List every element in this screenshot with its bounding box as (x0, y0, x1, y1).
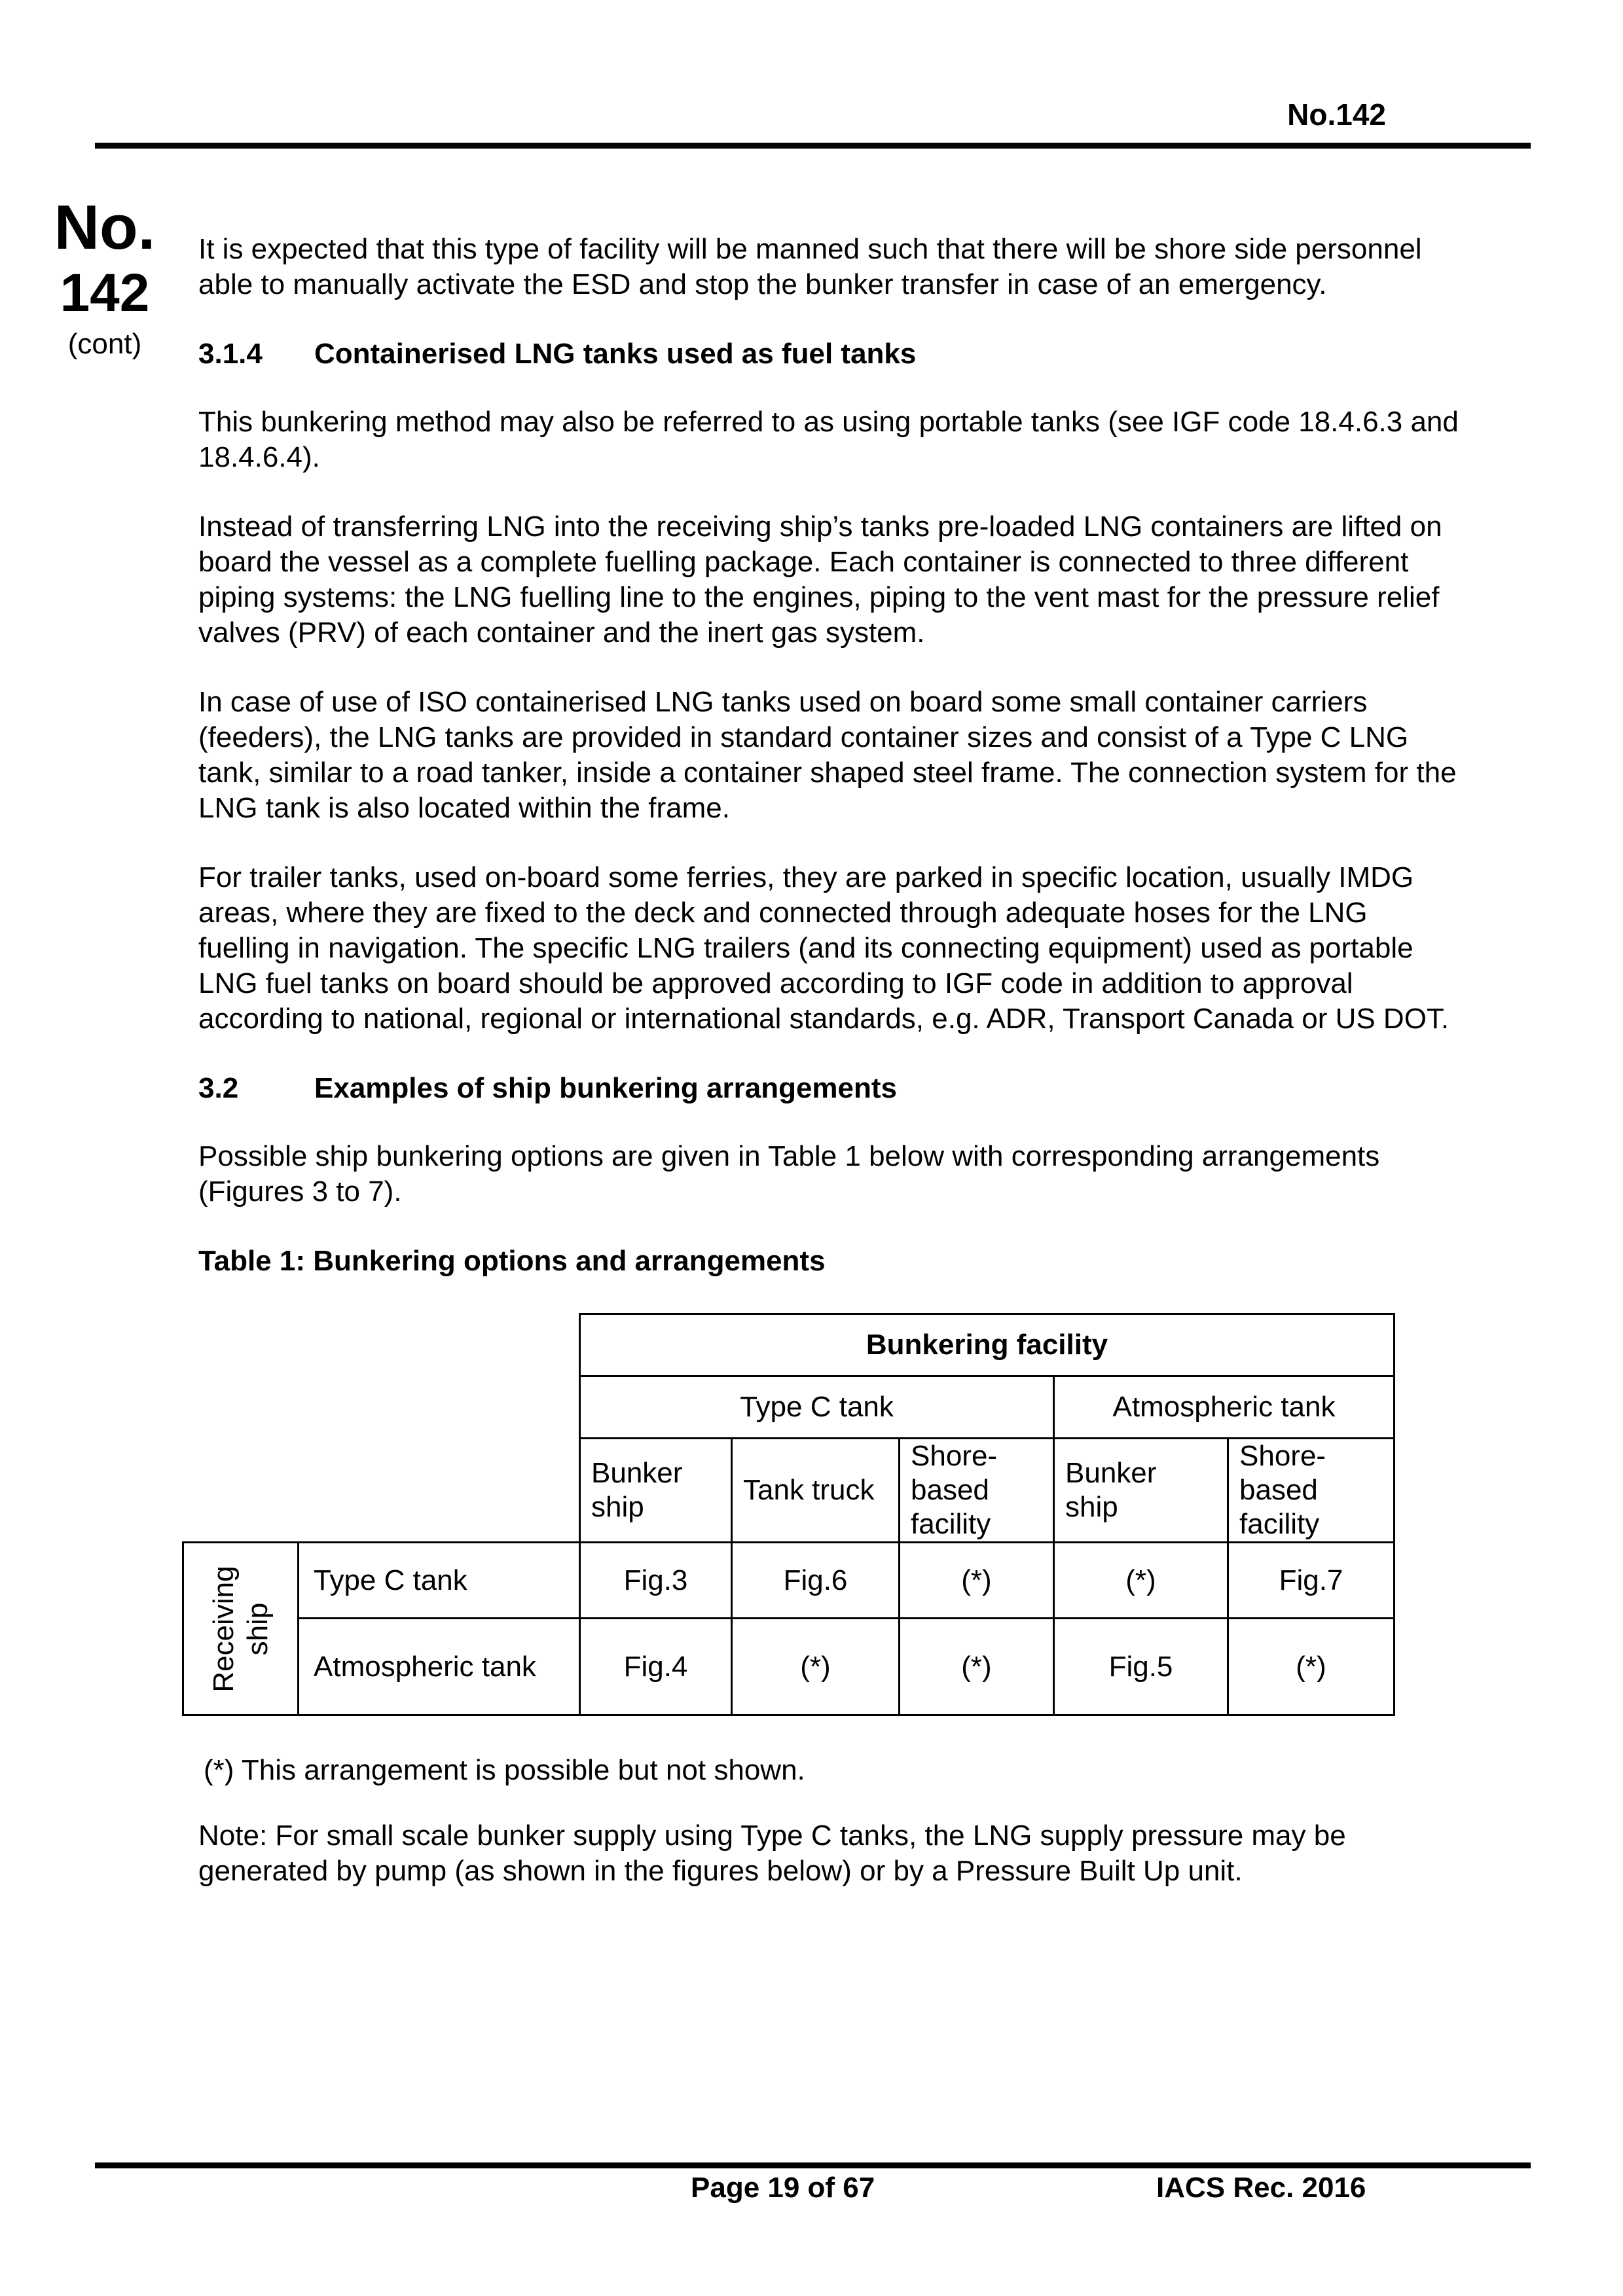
bunkering-table (182, 1313, 1395, 1716)
table-footnote: (*) This arrangement is possible but not shown. (204, 1754, 805, 1786)
table-corner (183, 1314, 580, 1543)
row-label-type-c: Type C tank (299, 1543, 580, 1619)
paragraph-esd: It is expected that this type of facility will be manned such that there will be shore side personnel able to manually activate the ESD and stop the bunker transfer in case of an emergency. (198, 233, 1422, 300)
header-doc-number: No.142 (1287, 98, 1386, 132)
footer-iacs-rec: IACS Rec. 2016 (1156, 2172, 1366, 2204)
table-cell: (*) (732, 1619, 900, 1715)
heading-title: Containerised LNG tanks used as fuel tanks (314, 338, 917, 370)
header-rule (95, 143, 1531, 149)
page-content (198, 232, 1462, 1923)
table-cell: Fig.5 (1054, 1619, 1228, 1715)
heading-title: Examples of ship bunkering arrangements (314, 1072, 898, 1104)
table-cell: (*) (1054, 1543, 1228, 1619)
receiving-ship-label (183, 1543, 299, 1715)
receiving-label-line2: ship (241, 1602, 274, 1655)
table-cell: (*) (1228, 1619, 1395, 1715)
column-header-tank-truck: Tank truck (732, 1439, 900, 1543)
group-header-atmospheric: Atmospheric tank (1054, 1376, 1395, 1439)
table-cell: Fig.7 (1228, 1543, 1395, 1619)
column-header-bunker-ship-atm: Bunker ship (1054, 1439, 1228, 1543)
side-marker-cont: (cont) (67, 328, 142, 360)
column-header-shore-based: Shore-based facility (900, 1439, 1054, 1543)
table-cell: Fig.3 (580, 1543, 732, 1619)
paragraph-trailer-tanks: For trailer tanks, used on-board some ferries, they are parked in specific location, usually IMDG areas, where they are fixed to the deck and connected through adequate hoses for the LNG fuelling in navigation. The specific LNG trailers (and its connecting equipment) used as portable LNG fuel tanks on board should be approved according to IGF code in addition to approval according to national, regional or international standards, e.g. ADR, Transport Canada or US DOT. (198, 861, 1450, 1035)
row-label-atmospheric: Atmospheric tank (299, 1619, 580, 1715)
heading-3-1-4 (198, 336, 1462, 372)
table-cell: (*) (900, 1619, 1054, 1715)
receiving-label-line1: Receiving (207, 1565, 240, 1693)
facility-header: Bunkering facility (580, 1314, 1395, 1376)
table-cell: (*) (900, 1543, 1054, 1619)
column-header-bunker-ship: Bunker ship (580, 1439, 732, 1543)
footer-rule (95, 2162, 1531, 2168)
side-marker-number: 142 (60, 263, 150, 323)
heading-number: 3.2 (198, 1072, 239, 1104)
paragraph-iso-containers: In case of use of ISO containerised LNG tanks used on board some small container carriers (feeders), the LNG tanks are provided in standard container sizes and consist of a Type C LNG tank, similar to a road tanker, inside a container shaped steel frame. The connection system for the LNG tank is also located within the frame. (198, 686, 1457, 824)
side-marker (39, 192, 170, 363)
group-header-type-c: Type C tank (580, 1376, 1054, 1439)
table-cell: Fig.6 (732, 1543, 900, 1619)
heading-3-2 (198, 1071, 1462, 1106)
paragraph-note: Note: For small scale bunker supply using Type C tanks, the LNG supply pressure may be generated by pump (as shown in the figures below) or by a Pressure Built Up unit. (198, 1820, 1346, 1887)
paragraph-portable-tanks: This bunkering method may also be referred to as using portable tanks (see IGF code 18.4.6.3 and 18.4.6.4). (198, 406, 1459, 473)
column-header-shore-based-atm: Shore-based facility (1228, 1439, 1395, 1543)
table-cell: Fig.4 (580, 1619, 732, 1715)
paragraph-options: Possible ship bunkering options are given in Table 1 below with corresponding arrangements (Figures 3 to 7). (198, 1140, 1380, 1208)
table-caption: Table 1: Bunkering options and arrangements (198, 1245, 826, 1277)
footer-page-number: Page 19 of 67 (691, 2172, 875, 2204)
paragraph-containers: Instead of transferring LNG into the receiving ship’s tanks pre-loaded LNG containers are lifted on board the vessel as a complete fuelling package. Each container is connected to three different piping systems: the LNG fuelling line to the engines, piping to the vent mast for the pressure relief valves (PRV) of each container and the inert gas system. (198, 511, 1442, 649)
side-marker-no: No. (54, 192, 156, 262)
heading-number: 3.1.4 (198, 338, 263, 370)
